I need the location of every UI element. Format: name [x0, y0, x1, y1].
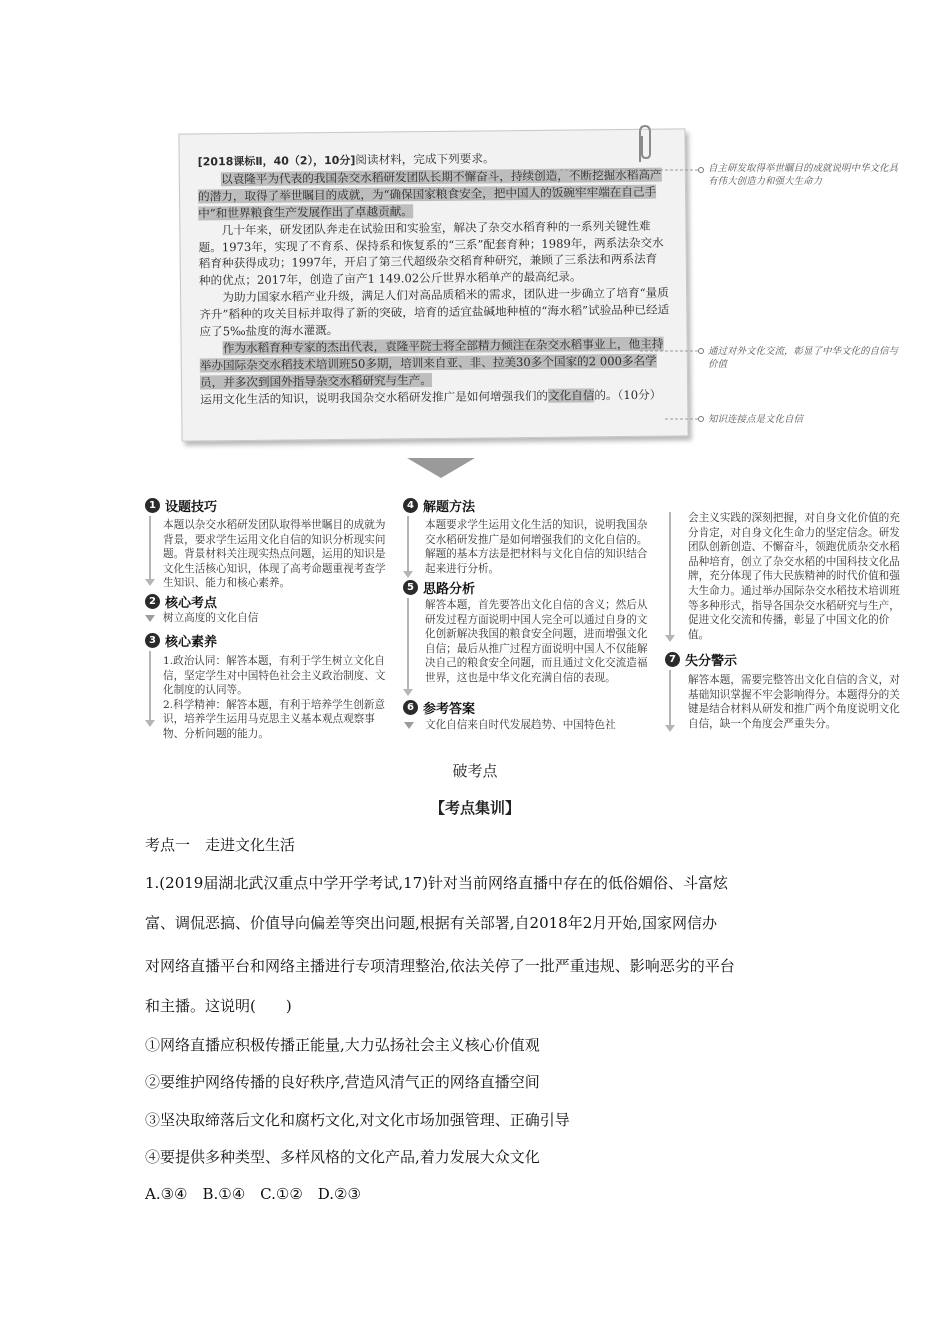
- section-title-6: 6 参考答案: [403, 698, 475, 717]
- section-body-7: 解答本题，需要完整答出文化自信的含义，对基础知识掌握不牢会影响得分。本题得分的关键是结合材料从研发和推广两个角度说明文化自信，缺一个角度会严重失分。: [688, 674, 900, 730]
- answer-choices: A.③④ B.①④ C.①② D.②③: [145, 1185, 361, 1203]
- section-body-6: 文化自信来自时代发展趋势、中国特色社: [425, 719, 616, 731]
- down-arrow-icon: [407, 458, 475, 478]
- material-paragraph-3: 为助力国家水稻产业升级，满足人们对高品质稻米的需求，团队进一步确立了培育“量质齐升”稻种的攻关目标并取得了新的突破，培育的适宜盐碱地种植的“海水稻”试验品种已经适应了5‰盐度的海水灌溉。: [199, 285, 670, 339]
- section-body-1: 本题以杂交水稻研发团队取得举世瞩目的成就为背景，要求学生运用文化自信的知识分析现实问题。背景材料关注现实热点问题，运用的知识是文化生活核心知识，体现了高考命题重视考查学生知识、能力和核心素养。: [163, 519, 386, 590]
- section-title-7: 7 失分警示: [665, 650, 737, 669]
- option-3: ③坚决取缔落后文化和腐朽文化,对文化市场加强管理、正确引导: [145, 1111, 570, 1129]
- arrow-down-icon: [145, 615, 155, 622]
- section-body-3: 1.政治认同：解答本题，有利于学生树立文化自信，坚定学生对中国特色社会主义政治制度、文化制度的认同等。 2.科学精神：解答本题，有利于培养学生创新意识，培养学生运用马克思主义基本观点观察事物、分析问题的能力。: [163, 655, 386, 740]
- section-body-6-continued: 会主义实践的深刻把握，对自身文化价值的充分肯定，对自身文化生命力的坚定信念。研发团队创新创造、不懈奋斗，领跑优质杂交水稻品种培育，创立了杂交水稻的中国科技文化品牌，充分体现了伟大民族精神的时代价值和强大生命力。通过举办国际杂交水稻技术培训班等多种形式，指导各国杂交水稻研究与生产，促进文化交流和传播，彰显了中国文化的价值。: [688, 512, 900, 641]
- question-line-2: 富、调侃恶搞、价值导向偏差等突出问题,根据有关部署,自2018年2月开始,国家网信办: [145, 914, 718, 932]
- question-line-3: 对网络直播平台和网络主播进行专项清理整治,依法关停了一批严重违规、影响恶劣的平台: [145, 957, 735, 975]
- material-paragraph-1: 以袁隆平为代表的我国杂交水稻研发团队长期不懈奋斗，持续创造，不断挖掘水稻高产的潜力，取得了举世瞩目的成就，为“确保国家粮食安全，把中国人的饭碗牢牢端在自己手中”和世界粮食生产发展作出了卓越贡献。: [197, 167, 662, 221]
- section-title-2: 2 核心考点: [145, 592, 217, 611]
- section-body-5: 解答本题，首先要答出文化自信的含义；然后从研发过程方面说明中国人完全可以通过自身的文化创新解决我国的粮食安全问题，进而增强文化自信；最后从推广过程方面说明中国人不仅能解决自己的粮食安全问题，而且通过文化交流造福世界，这也是中华文化充满自信的表现。: [425, 599, 648, 684]
- section-title-3: 3 核心素养: [145, 631, 217, 650]
- annotation-note-2: 通过对外文化交流，彰显了中华文化的自信与价值: [708, 346, 899, 370]
- section-title-5: 5 思路分析: [403, 578, 475, 597]
- page-heading: 破考点: [452, 762, 498, 780]
- section-body-4: 本题要求学生运用文化生活的知识，说明我国杂交水稻研发推广是如何增强我们的文化自信的。解题的基本方法是把材料与文化自信的知识结合起来进行分析。: [425, 519, 648, 575]
- topic-title: 考点一 走进文化生活: [145, 836, 296, 854]
- arrow-line-icon: [669, 512, 671, 636]
- question-line-4: 和主播。这说明( ): [145, 997, 292, 1015]
- question-line-1: 1.(2019届湖北武汉重点中学开学考试,17)针对当前网络直播中存在的低俗媚俗、斗富炫: [145, 874, 729, 892]
- page-subheading: 【考点集训】: [429, 799, 520, 817]
- annotation-connectors: [0, 0, 950, 450]
- section-body-2: 树立高度的文化自信: [163, 612, 259, 624]
- section-title-4: 4 解题方法: [403, 496, 475, 515]
- arrow-line-icon: [669, 670, 671, 726]
- material-paragraph-2: 几十年来，研发团队奔走在试验田和实验室，解决了杂交水稻育种的一系列关键性难题。1973年，实现了不育系、保持系和恢复系的“三系”配套育种；1989年，两系法杂交水稻育种获得成功；1997年，开启了第三代超级杂交稻育种研究，兼顾了三系法和两系法育种的优点；2017年，创造了亩产1 149.02公斤世界水稻单产的最高纪录。: [198, 218, 664, 288]
- option-4: ④要提供多种类型、多样风格的文化产品,着力发展大众文化: [145, 1148, 540, 1166]
- arrow-line-icon: [149, 516, 151, 580]
- question-source: [2018课标Ⅱ，40（2），10分]: [197, 153, 356, 169]
- keyword-highlight: 文化自信: [547, 388, 595, 403]
- option-2: ②要维护网络传播的良好秩序,营造风清气正的网络直播空间: [145, 1073, 540, 1091]
- arrow-line-icon: [407, 598, 409, 690]
- annotation-note-3: 知识连接点是文化自信: [708, 414, 804, 425]
- option-1: ①网络直播应积极传播正能量,大力弘扬社会主义核心价值观: [145, 1036, 540, 1054]
- question-intro: 阅读材料，完成下列要求。: [355, 151, 495, 167]
- arrow-line-icon: [149, 651, 151, 721]
- section-title-1: 1 设题技巧: [145, 496, 217, 515]
- annotation-note-1: 自主研发取得举世瞩目的成就说明中华文化具有伟大创造力和强大生命力: [708, 163, 899, 187]
- arrow-down-icon: [404, 722, 414, 729]
- material-paragraph-4: 作为水稻育种专家的杰出代表，袁隆平院士将全部精力倾注在杂交水稻事业上，他主持举办国际杂交水稻技术培训班50多期，培训来自亚、非、拉美30多个国家的2 000多名学员，并多次到国外指导杂交水稻研究与生产。: [199, 336, 664, 390]
- material-question: 运用文化生活的知识，说明我国杂交水稻研发推广是如何增强我们的文化自信的。（10分）: [200, 387, 662, 407]
- arrow-line-icon: [407, 516, 409, 572]
